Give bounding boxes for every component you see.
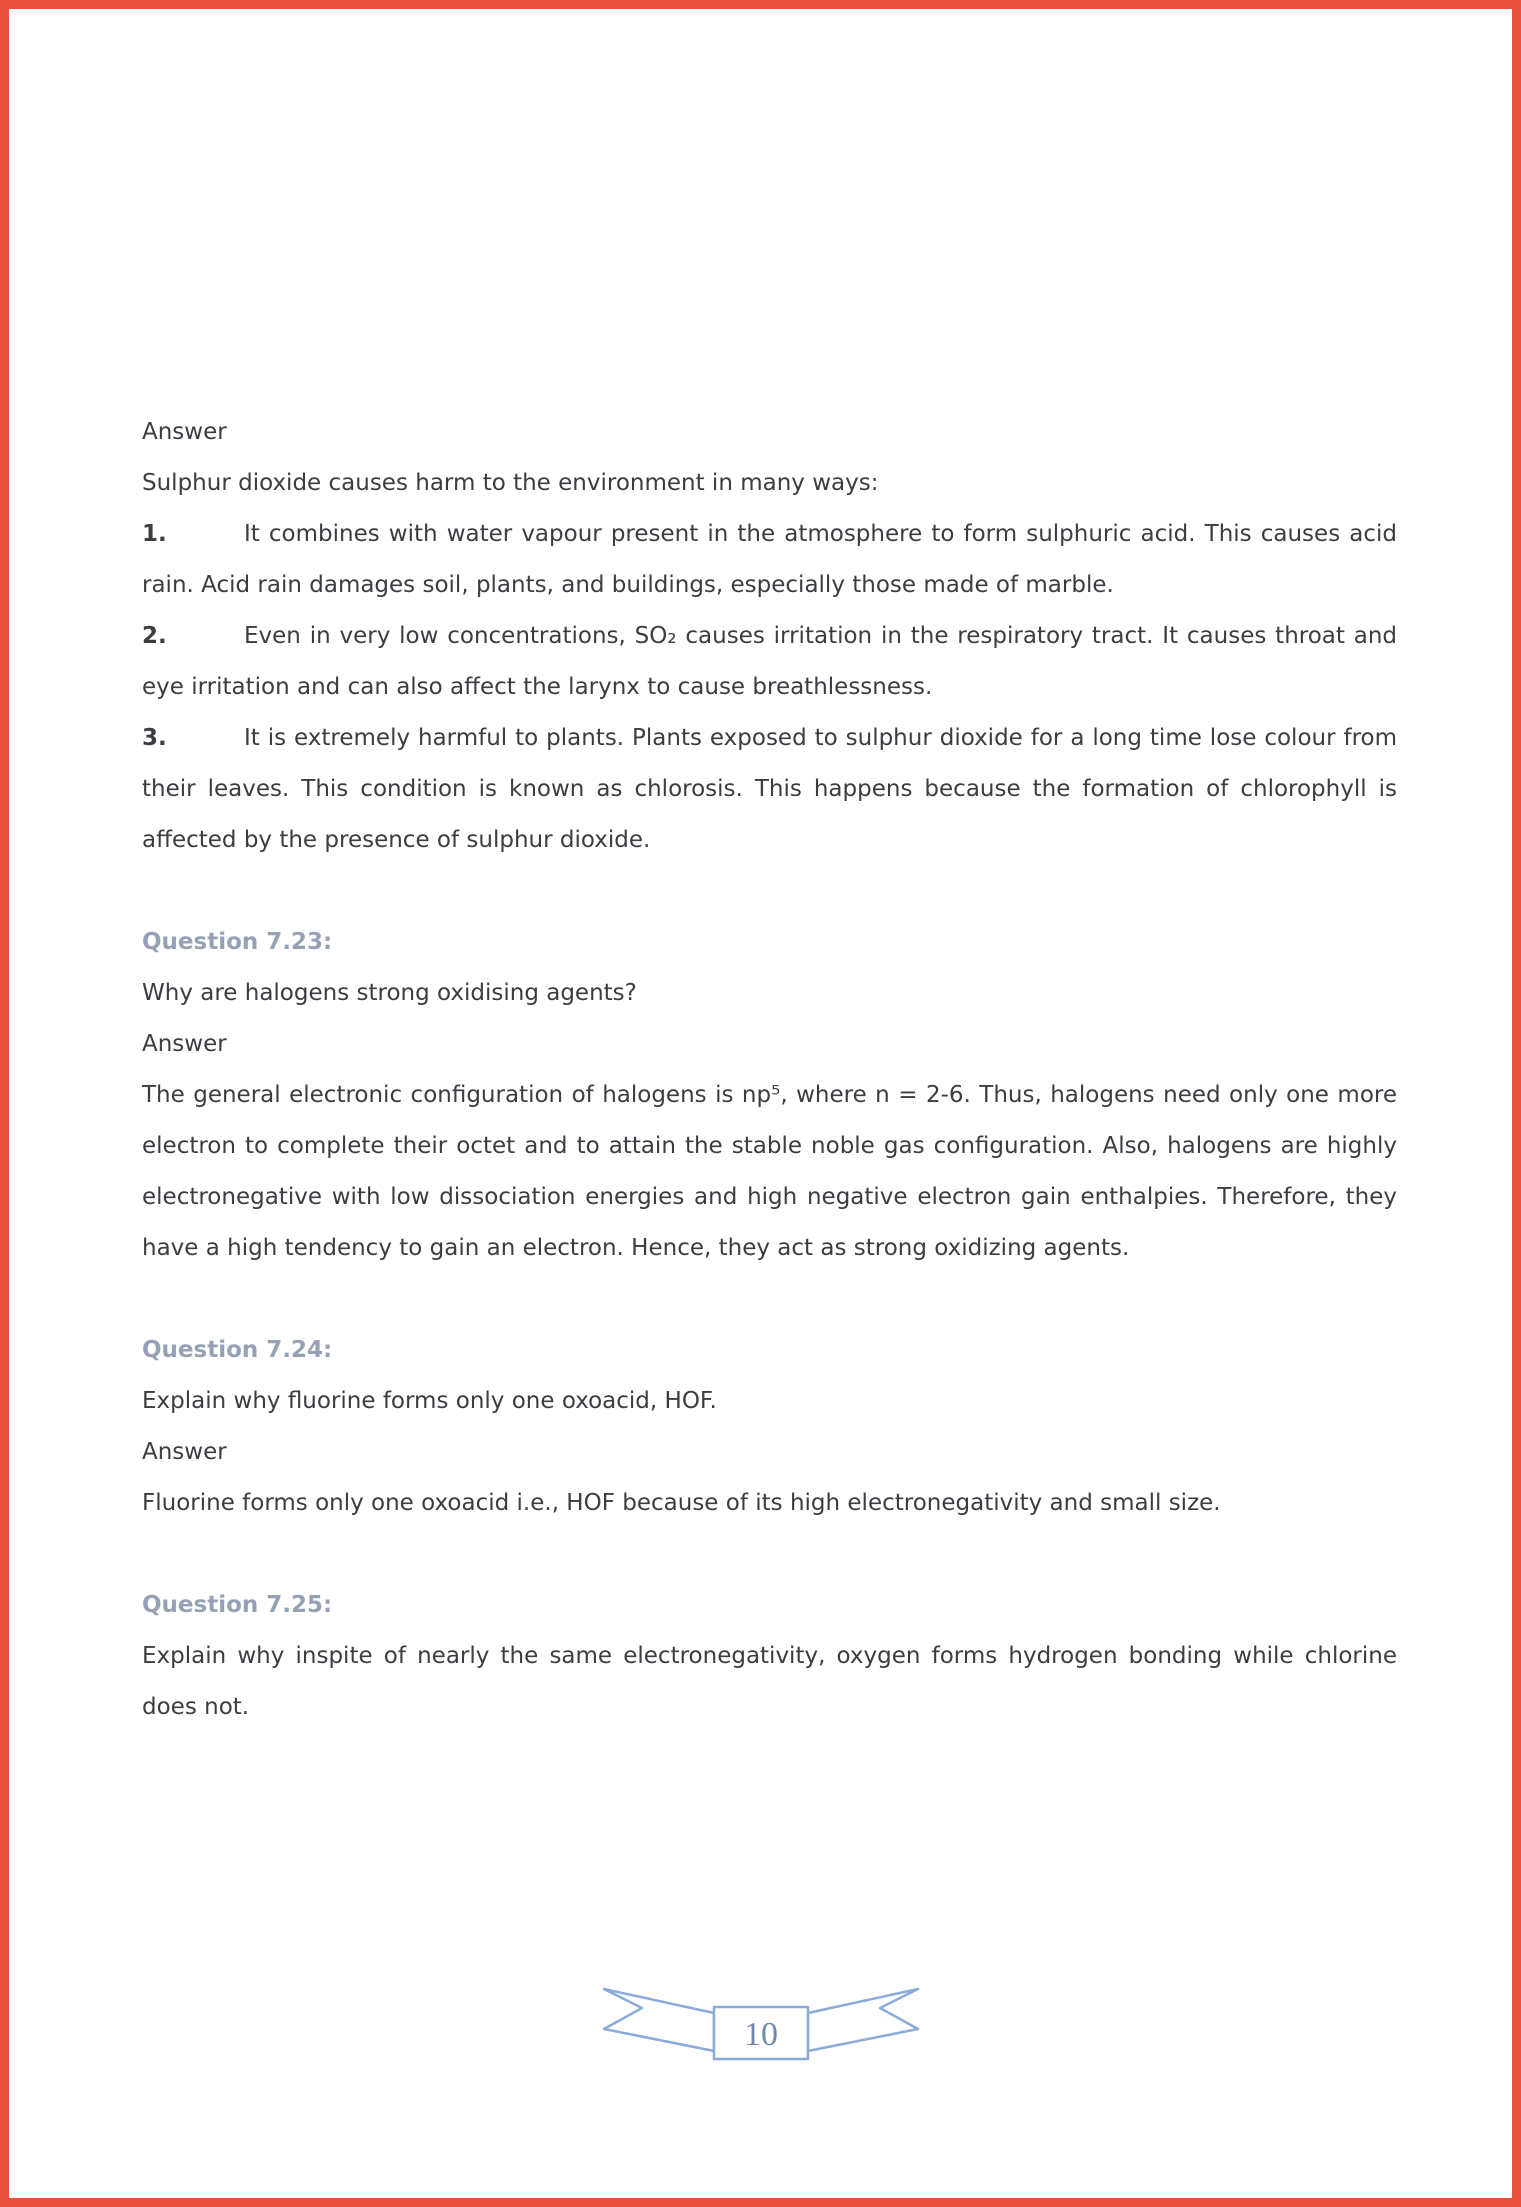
answer-label: Answer: [142, 419, 227, 445]
answer-text-7-23: The general electronic configuration of halogens is np⁵, where n = 2-6. Thus, halogens need only one more electron to complete their octet and to attain the stable noble gas configuration. Also, halogens are highly electronegative with low dissociation energies and high negative electron gain enthalpies. Therefore, they have a high tendency to gain an electron. Hence, they act as strong oxidizing agents.: [142, 1082, 1397, 1261]
list-item: [142, 713, 1397, 866]
list-item-text: It combines with water vapour present in the atmosphere to form sulphuric acid. This causes acid rain. Acid rain damages soil, plants, and buildings, especially those made of marble.: [142, 521, 1397, 598]
question-text-7-23: Why are halogens strong oxidising agents?: [142, 980, 637, 1006]
list-item-text: Even in very low concentrations, SO₂ causes irritation in the respiratory tract. It causes throat and eye irritation and can also affect the larynx to cause breathlessness.: [142, 623, 1397, 700]
question-text-7-24: Explain why fluorine forms only one oxoacid, HOF.: [142, 1388, 717, 1414]
ribbon-icon: [596, 1977, 926, 2082]
list-item-number: 1.: [142, 521, 167, 547]
list-item-number: 2.: [142, 623, 167, 649]
question-text-7-25: Explain why inspite of nearly the same electronegativity, oxygen forms hydrogen bonding while chlorine does not.: [142, 1643, 1397, 1720]
answer-label: Answer: [142, 1031, 227, 1057]
ribbon-right-wing: [808, 1989, 918, 2051]
list-item: [142, 611, 1397, 713]
question-heading-7-23: Question 7.23:: [142, 929, 333, 955]
answer-intro: Sulphur dioxide causes harm to the environment in many ways:: [142, 470, 879, 496]
page-number-ribbon: [596, 1977, 926, 2082]
page-number: 10: [743, 2016, 778, 2053]
list-item-number: 3.: [142, 725, 167, 751]
ribbon-left-wing: [604, 1989, 714, 2051]
answer-text-7-24: Fluorine forms only one oxoacid i.e., HOF because of its high electronegativity and small size.: [142, 1490, 1221, 1516]
question-heading-7-25: Question 7.25:: [142, 1592, 333, 1618]
list-item: [142, 509, 1397, 611]
answer-label: Answer: [142, 1439, 227, 1465]
question-heading-7-24: Question 7.24:: [142, 1337, 333, 1363]
page-content: [142, 407, 1397, 1733]
list-item-text: It is extremely harmful to plants. Plants exposed to sulphur dioxide for a long time lose colour from their leaves. This condition is known as chlorosis. This happens because the formation of chlorophyll is affected by the presence of sulphur dioxide.: [142, 725, 1397, 853]
